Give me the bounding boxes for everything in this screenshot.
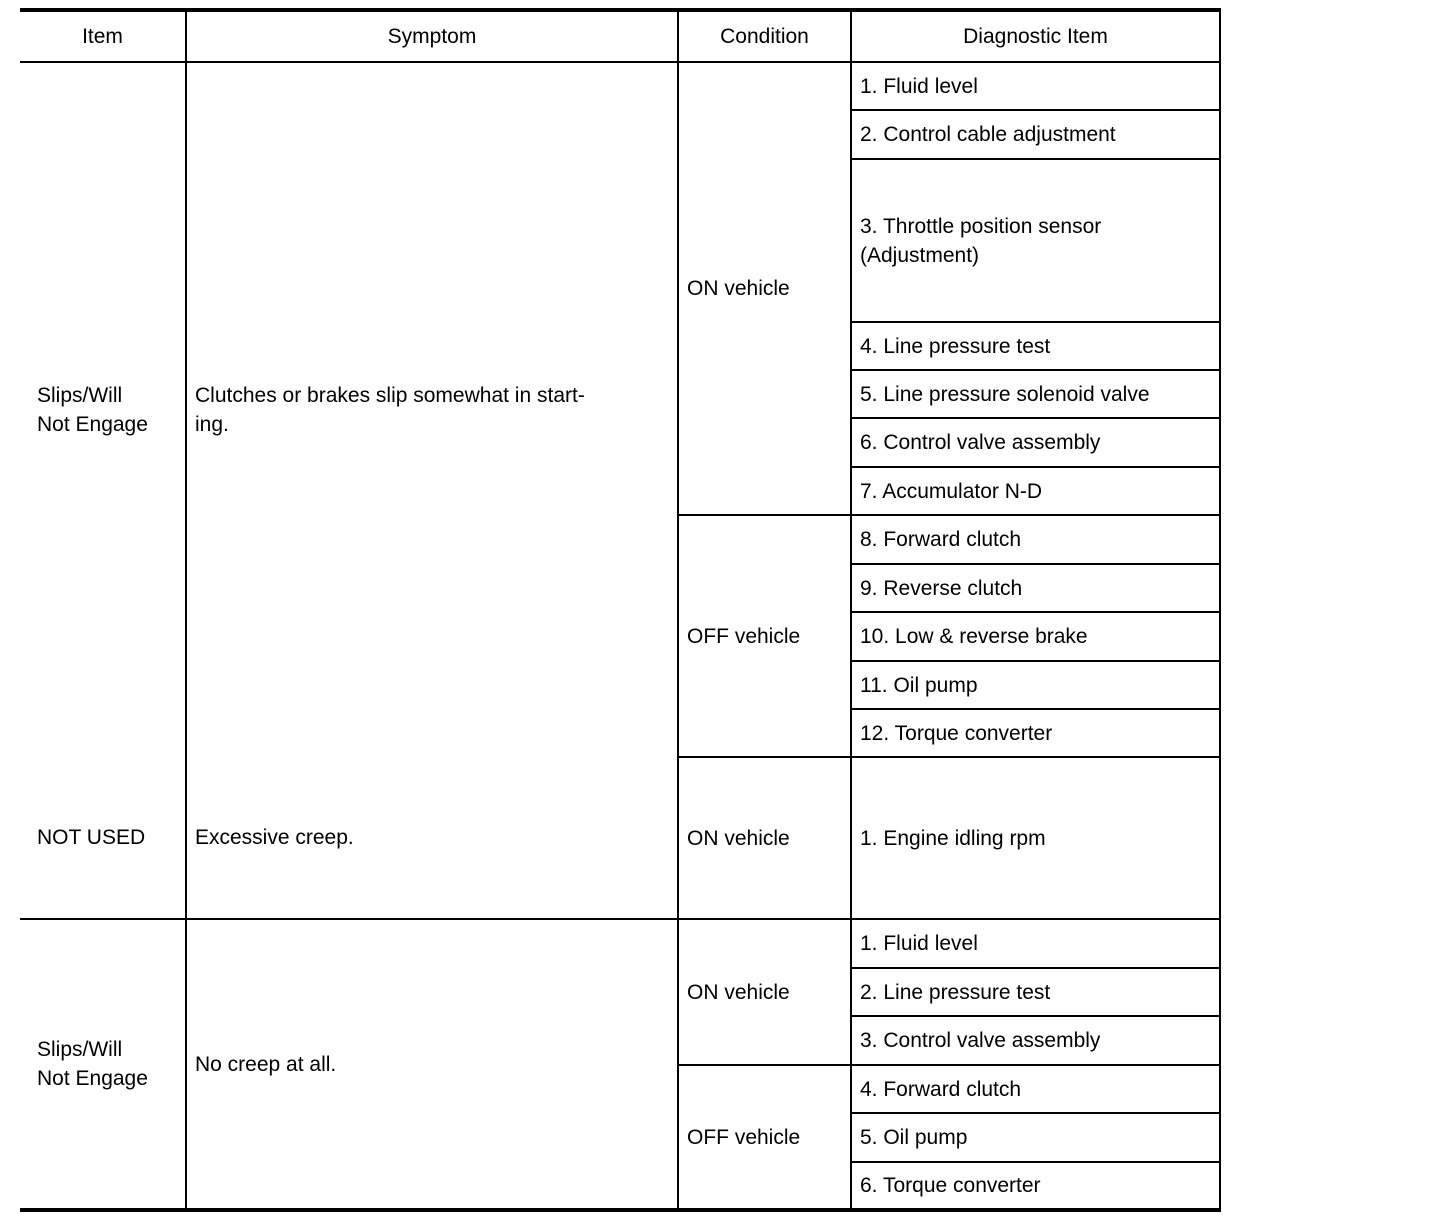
symptom-cell: No creep at all.: [186, 919, 678, 1210]
diagnostic-item-cell: 6. Torque converter: [851, 1162, 1220, 1210]
diagnostic-item-cell: 10. Low & reverse brake: [851, 612, 1220, 661]
item-cell: NOT USED: [20, 757, 186, 919]
diagnostic-item-cell: 3. Control valve assembly: [851, 1016, 1220, 1065]
diagnostic-item-cell: 5. Oil pump: [851, 1113, 1220, 1162]
diagnostic-item-cell: 2. Control cable adjustment: [851, 110, 1220, 159]
item-cell: Slips/Will Not Engage: [37, 384, 148, 436]
condition-cell: ON vehicle: [678, 757, 851, 919]
diagnostic-item-cell: 11. Oil pump: [851, 661, 1220, 709]
condition-cell: ON vehicle: [678, 919, 851, 1065]
condition-cell: ON vehicle: [678, 62, 851, 515]
table-row: [20, 62, 1220, 110]
header-diagnostic-item: Diagnostic Item: [851, 10, 1220, 62]
header-item: Item: [20, 10, 186, 62]
diagnostic-item-cell: 4. Forward clutch: [851, 1065, 1220, 1113]
diagnostic-item-cell: 5. Line pressure solenoid valve: [851, 370, 1220, 418]
diagnostic-table: [20, 8, 1221, 1212]
diagnostic-item-cell: 1. Engine idling rpm: [851, 757, 1220, 919]
diagnostic-item-cell: 1. Fluid level: [851, 62, 1220, 110]
diagnostic-item-cell: 8. Forward clutch: [851, 515, 1220, 564]
diagnostic-item-cell: 9. Reverse clutch: [851, 564, 1220, 612]
table-row: [20, 757, 1220, 919]
diagnostic-item-cell: 7. Accumulator N-D: [851, 467, 1220, 515]
condition-cell: OFF vehicle: [678, 515, 851, 757]
diagnostic-item-cell: 1. Fluid level: [851, 919, 1220, 968]
symptom-cell: Clutches or brakes slip somewhat in start- ing.: [186, 62, 678, 757]
table-row: [20, 919, 1220, 968]
diagnostic-item-cell: 2. Line pressure test: [851, 968, 1220, 1016]
diagnostic-item-cell: 3. Throttle position sensor (Adjustment): [851, 159, 1220, 322]
item-cell: Slips/Will Not Engage: [37, 1038, 148, 1090]
header-condition: Condition: [678, 10, 851, 62]
diagnostic-item-cell: 4. Line pressure test: [851, 322, 1220, 370]
condition-cell: OFF vehicle: [678, 1065, 851, 1210]
diagnostic-item-cell: 12. Torque converter: [851, 709, 1220, 757]
symptom-cell: Excessive creep.: [186, 757, 678, 919]
header-row: [20, 10, 1220, 62]
diagnostic-item-cell: 6. Control valve assembly: [851, 418, 1220, 467]
header-symptom: Symptom: [186, 10, 678, 62]
